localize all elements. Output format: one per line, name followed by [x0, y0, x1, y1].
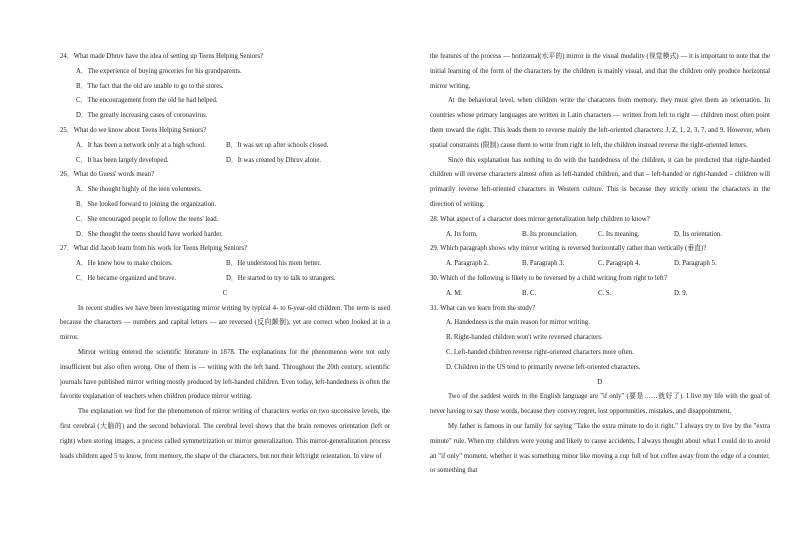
q25-options-row-2 — [60, 154, 390, 169]
passage-c-paragraph-4: At the behavioral level, when children write the characters from memory, they must give them an orientation. In countries whose primary languages are written in Latin characters — written from left to right — children most often point them toward the right. This leads them to reverse mainly the left-oriented characters: J, Z, 1, 2, 3, 7, and 9. However, when spatial constraints (限制) cause them to write from right to left, the children instead reverse the right-oriented letters. — [430, 97, 770, 149]
q28-option-a: A. Its form. — [446, 230, 478, 238]
q26-option-a: A．She thought highly of the teen volunteers. — [76, 186, 202, 194]
q29-option-d: D. Paragraph 5. — [674, 260, 717, 268]
q28-option-d: D. Its orientation. — [674, 230, 722, 238]
question-27: 27．What did Jacob learn from his work for Teens Helping Seniors? — [60, 245, 248, 253]
section-d-heading: D — [597, 378, 603, 386]
q27-options-row-2 — [60, 272, 390, 287]
q27-option-c: C．He became organized and brave. — [76, 274, 177, 282]
q25-option-c: C．It has been largely developed. — [76, 156, 169, 164]
q25-option-b: B．It was set up after schools closed. — [226, 141, 329, 149]
question-29: 29. Which paragraph shows why mirror writing is reversed horizontally rather than vertically (垂直)? — [430, 245, 707, 253]
passage-d-paragraph-2: My father is famous in our family for saying "Take the extra minute to do it right." I always try to live by the "extra minute" rule. When my children were young and likely to cause accidents, I always thought about what I could do to avoid an "if only" moment, whether it was something minor like moving a cup full of hot coffee away from the edge of a counter, or something that — [430, 422, 770, 475]
passage-c-paragraph-2: Mirror writing entered the scientific literature in 1878. The explanations for the phenomenon were not only insufficient but also often wrong. One of them is — writing with the left hand. Throughout the 20th century, scientific journals have published mirror writing mostly produced by left-handed children. Even today, left-handedness is often the favorite explanation of teachers when children produce mirror writing. — [60, 348, 390, 401]
passage-c-paragraph-5: Since this explanation has nothing to do with the handedness of the children, it can be predicted that right-handed children will reverse characters almost often as left-handed children, and that – left-handed or right-handed – children will primarily reverse left-oriented characters in Western culture. This is because they strictly orient the characters in the direction of writing. — [430, 156, 770, 208]
q27-option-d: D．He started to try to talk to strangers. — [226, 274, 336, 282]
q29-option-c: C. Paragraph 4. — [598, 260, 641, 268]
section-c-heading: C — [222, 289, 228, 297]
q26-option-c: C．She encouraged people to follow the teens' lead. — [76, 215, 219, 223]
q28-options — [430, 228, 770, 243]
passage-d-paragraph-1: Two of the saddest words in the English language are "if only" (要是……就好了). I live my life with the goal of never having to say those words, because they convey regret, lost opportunities, mistakes, and disappointment. — [430, 393, 770, 416]
question-30: 30. Which of the following is likely to be reversed by a child writing from right to left? — [430, 274, 667, 282]
q25-option-a: A．It has been a network only at a high school. — [76, 141, 206, 149]
q31-option-d: D. Children in the US tend to primarily reverse left-oriented characters. — [446, 363, 641, 371]
q31-option-b: B. Right-handed children won't write reversed characters. — [446, 334, 603, 342]
q30-option-d: D. 9. — [674, 289, 688, 297]
q29-options — [430, 257, 770, 272]
q28-option-b: B. Its pronunciation. — [522, 230, 578, 238]
left-column — [60, 50, 390, 464]
right-column — [430, 50, 770, 479]
q27-option-a: A．He knew how to make choices. — [76, 260, 173, 268]
passage-c-paragraph-3-continued: the features of the process — horizontal(水平的) mirror in the visual modality (视觉模式) — it is important to note that the initial learning of the form of the characters by the children is mainly visual, and that the children only produce horizontal mirror writing. — [430, 53, 770, 90]
passage-c-paragraph-3: The explanation we find for the phenomenon of mirror writing of characters works on two successive levels, the first cerebral (大脑的) and the second behavioral. The cerebral level shows that the brain removes orientation (left or right) when storing images, a process called symmetrization or mirror generalization. This mirror-generalization process leads children aged 5 to know, from memory, the shape of the characters, but not their left/right orientation. In view of — [60, 408, 390, 460]
question-24: 24．What made Dhruv have the idea of setting up Teens Helping Seniors? — [60, 53, 264, 60]
q26-option-b: B．She looked forward to joining the organization. — [76, 200, 217, 208]
q27-option-b: B．He understood his mom better. — [226, 260, 321, 268]
q24-option-d: D．The greatly increasing cases of coronavirus. — [76, 112, 208, 120]
q29-option-a: A. Paragraph 2. — [446, 260, 489, 268]
question-31: 31. What can we learn from the study? — [430, 304, 536, 312]
q30-option-c: C. S. — [598, 289, 612, 297]
q30-option-a: A. M. — [446, 289, 463, 297]
q25-options-row-1 — [60, 139, 390, 154]
question-26: 26．What do Guess' words mean? — [60, 171, 155, 179]
q29-option-b: B. Paragraph 3. — [522, 260, 565, 268]
q24-option-c: C．The encouragement from the old he had helped. — [76, 97, 218, 105]
passage-c-paragraph-1: In recent studies we have been investigating mirror writing by typical 4- to 6-year-old children. The term is used because the characters — numbers and capital letters — are reversed (反向颠倒), yet are correct when looked at in a mirror. — [60, 304, 390, 342]
q27-options-row-1 — [60, 257, 390, 272]
q24-option-a: A．The experience of buying groceries for his grandparents. — [76, 67, 242, 75]
question-25: 25．What do we know about Teens Helping Seniors? — [60, 126, 207, 134]
q31-option-c: C. Left-handed children reverse right-oriented characters more often. — [446, 348, 634, 356]
q25-option-d: D．It was created by Dhruv alone. — [226, 156, 322, 164]
q26-option-d: D．She thought the teens should have worked harder. — [76, 230, 223, 238]
q28-option-c: C. Its meaning. — [598, 230, 640, 238]
q30-option-b: B. C. — [522, 289, 537, 297]
q30-options — [430, 287, 770, 302]
question-28: 28. What aspect of a character does mirror generalization help children to know? — [430, 215, 650, 223]
q24-option-b: B．The fact that the old are unable to go to the stores. — [76, 82, 224, 90]
q31-option-a: A. Handedness is the main reason for mirror writing. — [446, 319, 590, 327]
